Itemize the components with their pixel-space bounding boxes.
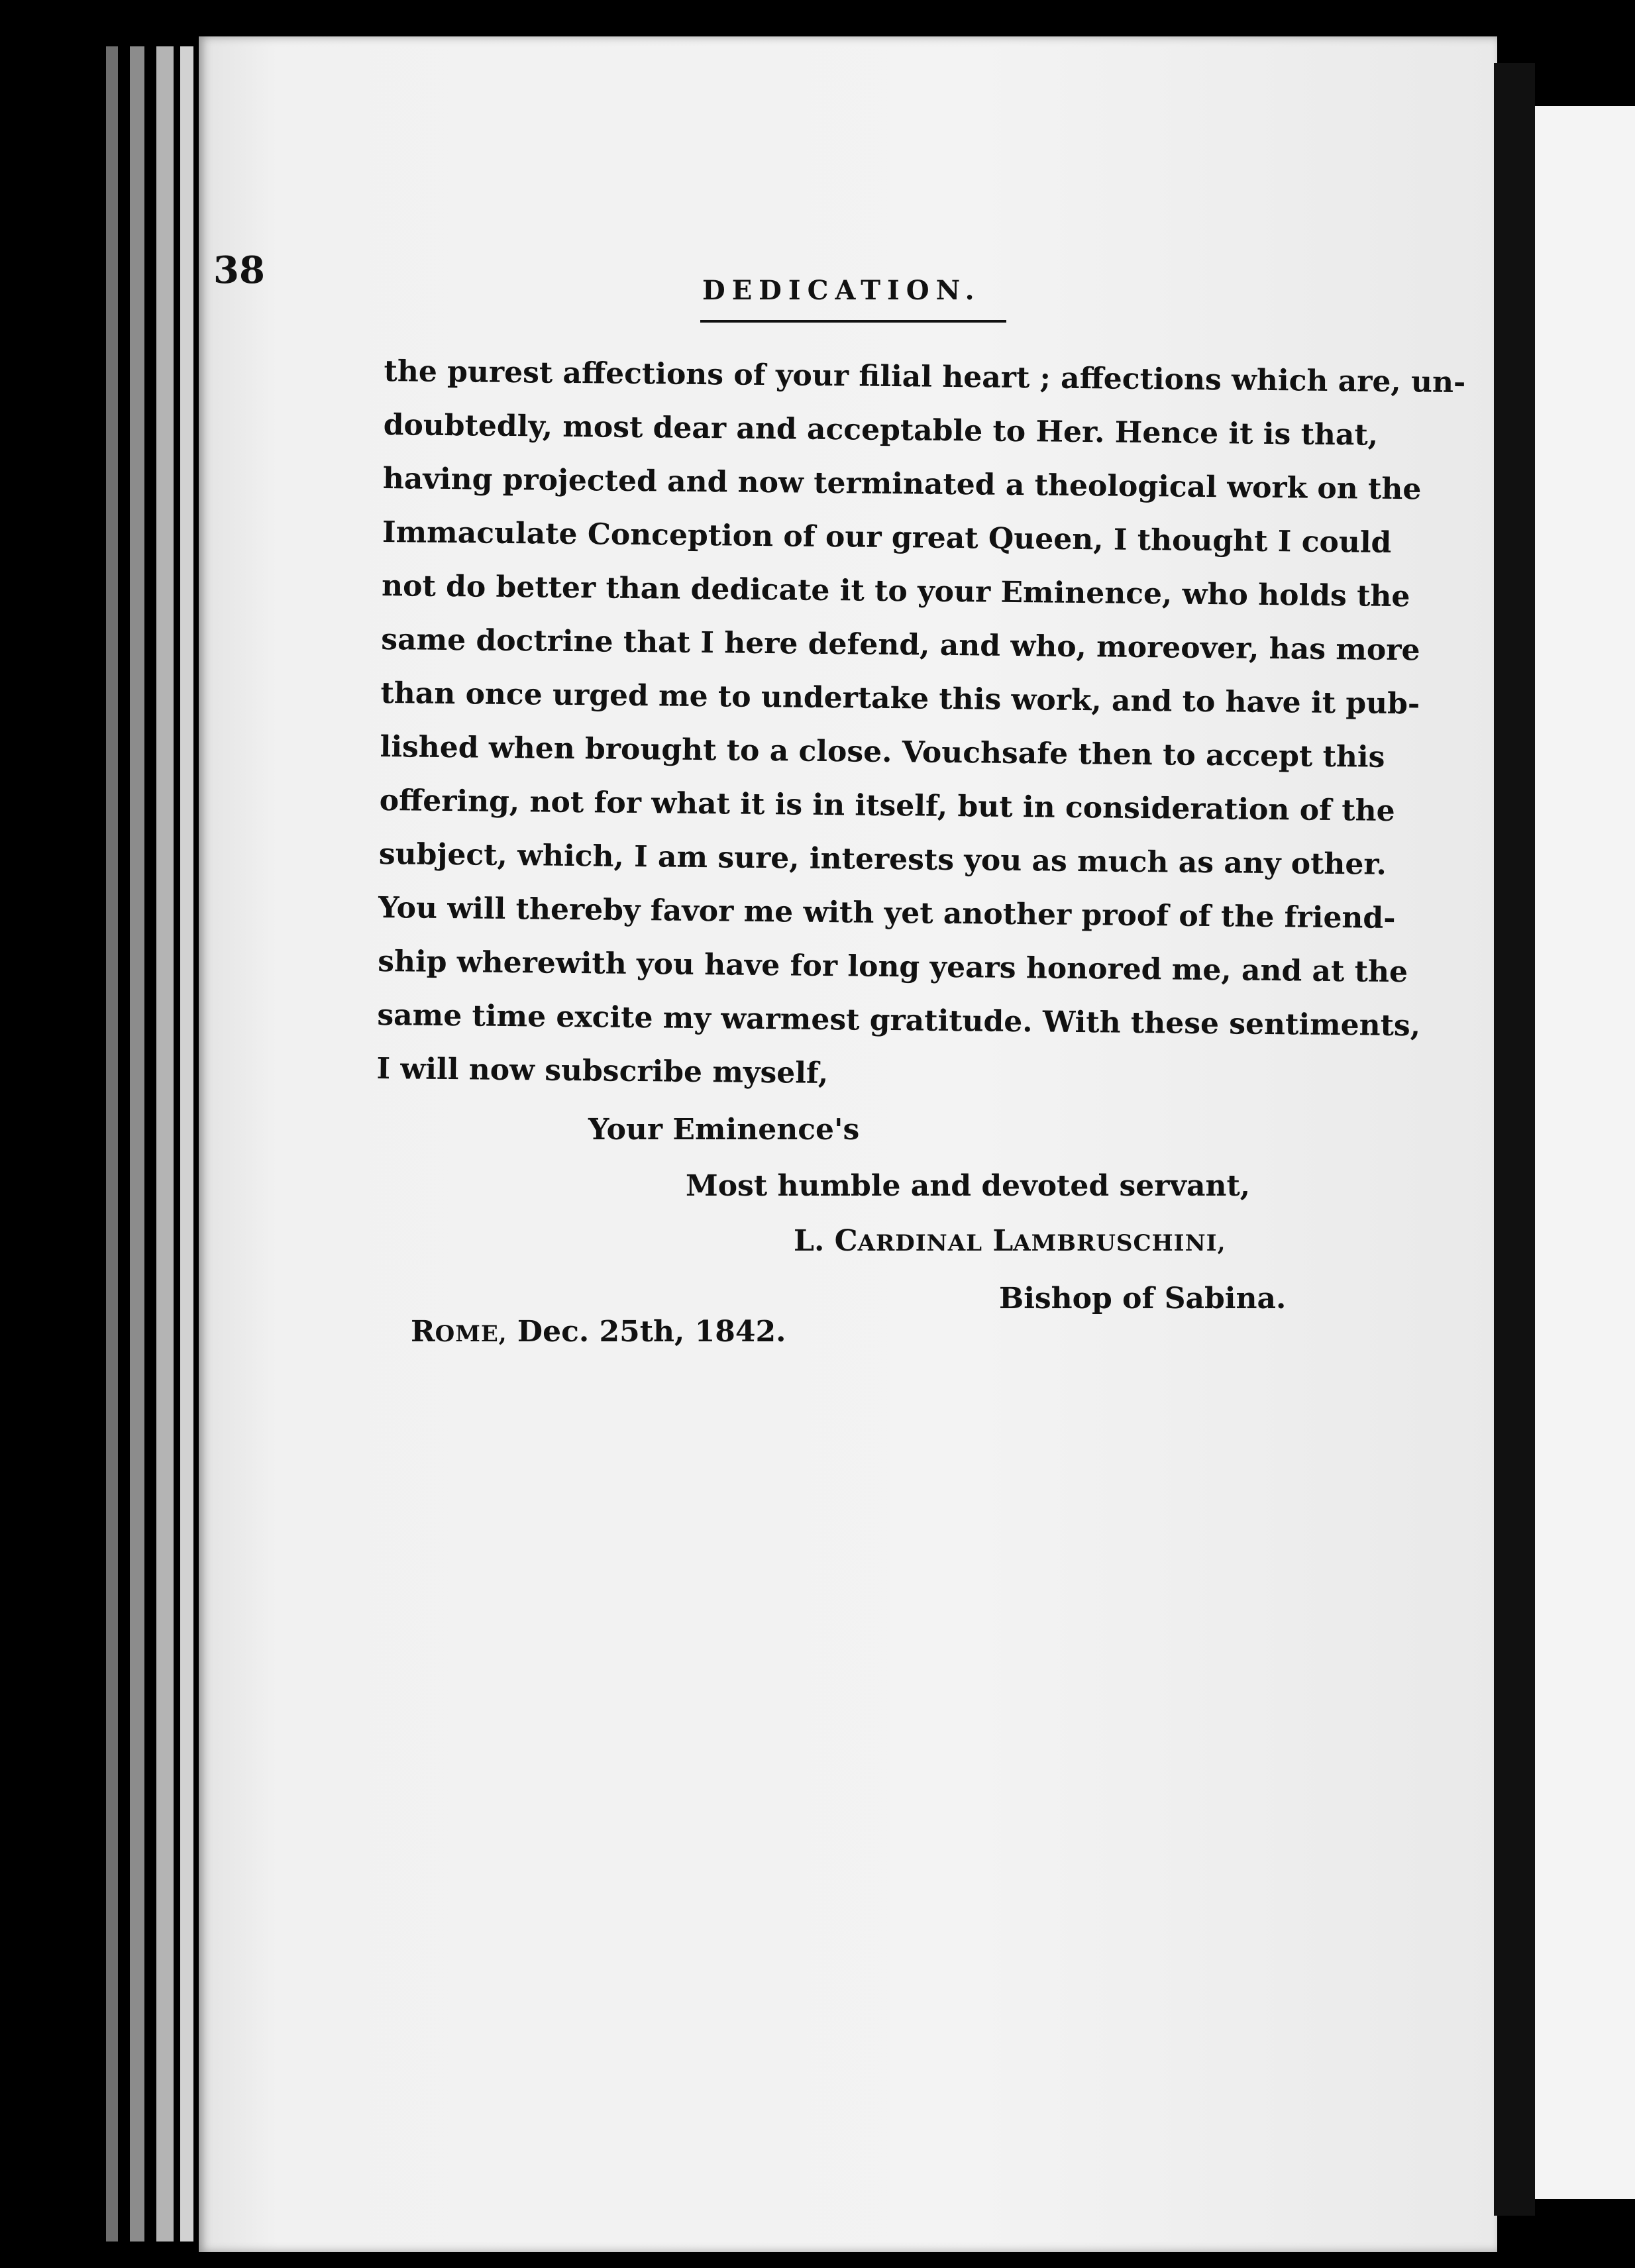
text-line: same doctrine that I here defend, and who, moreover, has more xyxy=(381,622,1420,668)
signature-initial: L. xyxy=(794,1224,825,1258)
place-cap: R xyxy=(411,1315,435,1349)
place-date xyxy=(411,1315,786,1349)
signature-cap: L xyxy=(992,1224,1014,1258)
page-edge xyxy=(180,46,193,2242)
text-line: than once urged me to undertake this work, and to have it pub- xyxy=(380,676,1420,721)
text-line: having projected and now terminated a theological work on the xyxy=(382,461,1422,507)
text-line: lished when brought to a close. Vouchsafe then to accept this xyxy=(380,729,1385,774)
text-line: not do better than dedicate it to your Eminence, who holds the xyxy=(381,568,1410,614)
page-edge xyxy=(130,46,144,2242)
text-line: You will thereby favor me with yet another proof of the friend- xyxy=(378,890,1396,936)
text-line: ship wherewith you have for long years honored me, and at the xyxy=(377,944,1408,990)
text-line: doubtedly, most dear and acceptable to Her. Hence it is that, xyxy=(383,407,1379,452)
signature-cap: C xyxy=(834,1224,858,1258)
running-head xyxy=(213,215,1406,315)
place-smallcaps: OME, xyxy=(435,1321,507,1347)
facing-page-edge xyxy=(1535,106,1635,2199)
page-edge xyxy=(156,46,174,2242)
text-line: subject, which, I am sure, interests you as much as any other. xyxy=(378,837,1387,882)
servant-line: Most humble and devoted servant, xyxy=(686,1169,1251,1203)
date: Dec. 25th, 1842. xyxy=(517,1315,786,1349)
salutation: Your Eminence's xyxy=(588,1113,860,1147)
dedication-body xyxy=(376,344,1466,1106)
signature-smallcaps: AMBRUSCHINI, xyxy=(1013,1230,1226,1257)
text-line: offering, not for what it is in itself, but in consideration of the xyxy=(379,783,1395,829)
signature-smallcaps: ARDINAL xyxy=(857,1230,983,1257)
page-number: 38 xyxy=(213,248,265,292)
page-title: DEDICATION. xyxy=(702,275,981,306)
gutter-shadow xyxy=(1494,63,1535,2216)
office-line: Bishop of Sabina. xyxy=(999,1282,1287,1315)
signature xyxy=(794,1224,1226,1258)
page-edge xyxy=(106,46,118,2242)
text-line: Immaculate Conception of our great Queen, I thought I could xyxy=(382,515,1392,560)
text-line: same time excite my warmest gratitude. With these sentiments, xyxy=(377,998,1421,1043)
title-rule xyxy=(700,320,1006,323)
text-line: the purest affections of your filial heart ; affections which are, un- xyxy=(384,354,1466,400)
text-line: I will now subscribe myself, xyxy=(376,1051,829,1091)
